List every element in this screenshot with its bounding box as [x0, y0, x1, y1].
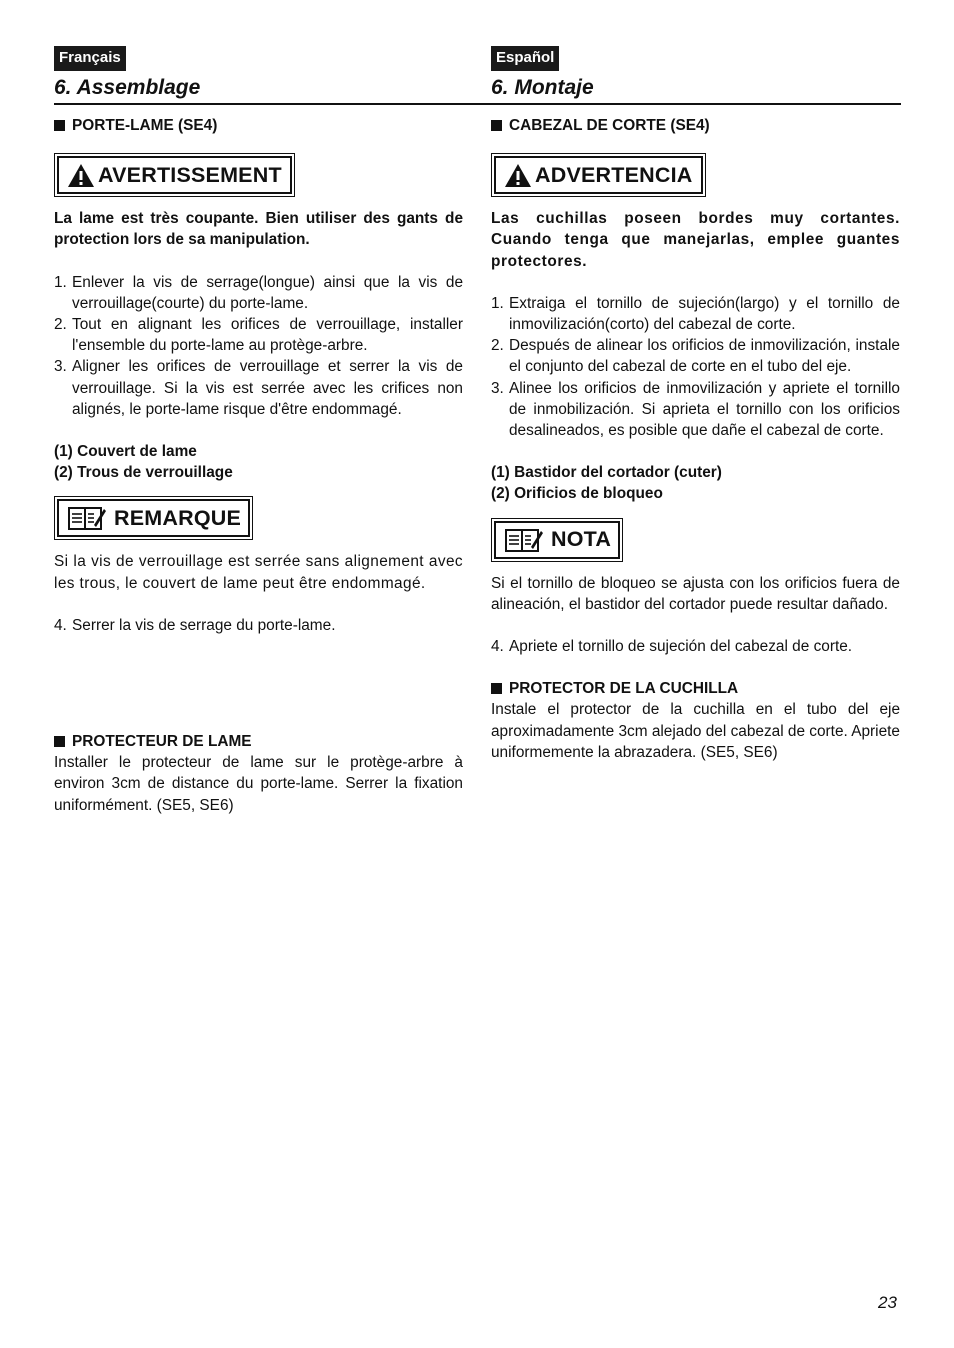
list-item: 1. Extraiga el tornillo de sujeción(largo) y el tornillo de inmovilización(corto) del cabezal de corte.	[491, 294, 900, 334]
spanish-column	[491, 46, 900, 763]
warning-box	[57, 156, 292, 194]
list-item: 2. Tout en alignant les orifices de verrouillage, installer l'ensemble du porte-lame au protège-arbre.	[54, 316, 463, 355]
page-number: 23	[878, 1293, 897, 1312]
subsection-heading-text: PROTECTEUR DE LAME	[72, 733, 252, 751]
warning-text: Las cuchillas poseen bordes muy cortantes. Cuando tenga que manejarlas, emplee guantes protectores.	[491, 210, 900, 270]
square-bullet-icon	[491, 120, 502, 131]
french-column	[54, 46, 463, 816]
note-text: Si la vis de verrouillage est serrée sans alignement avec les trous, le couvert de lame peut être endommagé.	[54, 553, 463, 592]
steps-list	[54, 272, 463, 420]
list-item: 3. Alinee los orificios de inmovilización y apriete el tornillo de inmobilización. Si aprieta el tornillo con los orificios desalineados, es posible que dañe el cabezal de corte.	[491, 379, 900, 440]
list-item: 2. Después de alinear los orificios de inmovilización, instale el conjunto del cabezal de corte en el tubo del eje.	[491, 337, 900, 376]
subsection-heading	[491, 678, 900, 699]
steps-list	[491, 636, 900, 657]
language-tag: Français	[54, 46, 126, 71]
note-label: REMARQUE	[114, 505, 242, 530]
list-item: 1. Enlever la vis de serrage(longue) ainsi que la vis de verrouillage(courte) du porte-lame.	[54, 273, 463, 312]
warning-box	[494, 156, 703, 194]
section-title: 6. Montaje	[491, 76, 594, 99]
subsection-heading	[54, 115, 463, 136]
list-item: 4. Serrer la vis de serrage du porte-lame.	[54, 616, 336, 634]
warning-triangle-icon	[67, 163, 95, 188]
note-label: NOTA	[551, 527, 612, 552]
figure-label: (1) Couvert de lame	[54, 443, 197, 461]
warning-triangle-icon	[504, 163, 532, 188]
subsection-heading	[491, 115, 900, 136]
subsection-heading-text: CABEZAL DE CORTE (SE4)	[509, 117, 710, 134]
square-bullet-icon	[54, 736, 65, 747]
note-text: Si el tornillo de bloqueo se ajusta con los orificios fuera de alineación, el bastidor del cortador puede resultar dañado.	[491, 574, 900, 613]
warning-label: ADVERTENCIA	[535, 162, 693, 187]
guard-text: Instale el protector de la cuchilla en el tubo del eje aproximadamente 3cm alejado del cabezal de corte. Apriete uniformemente la abrazadera. (SE5, SE6)	[491, 701, 900, 761]
figure-label: (1) Bastidor del cortador (cuter)	[491, 464, 722, 482]
subsection-heading-text: PROTECTOR DE LA CUCHILLA	[509, 680, 739, 698]
steps-list	[491, 293, 900, 441]
square-bullet-icon	[491, 683, 502, 694]
language-tag: Español	[491, 46, 559, 71]
figure-label: (2) Orificios de bloqueo	[491, 485, 663, 503]
figure-labels	[491, 462, 900, 504]
notebook-icon	[504, 527, 544, 553]
note-box	[494, 521, 620, 559]
steps-list	[54, 615, 463, 636]
list-item: 4. Apriete el tornillo de sujeción del cabezal de corte.	[491, 638, 853, 656]
square-bullet-icon	[54, 120, 65, 131]
section-title: 6. Assemblage	[54, 76, 201, 99]
list-item: 3. Aligner les orifices de verrouillage et serrer la vis de verrouillage. Si la vis est serrée avec les crifices non alignés, le porte-lame risque d'être endommagé.	[54, 358, 463, 418]
note-box	[57, 499, 250, 537]
subsection-heading	[54, 731, 463, 752]
figure-labels	[54, 441, 463, 483]
notebook-icon	[67, 505, 107, 531]
subsection-heading-text: PORTE-LAME (SE4)	[72, 117, 218, 134]
figure-label: (2) Trous de verrouillage	[54, 464, 233, 482]
warning-text: La lame est très coupante. Bien utiliser des gants de protection lors de sa manipulation.	[54, 210, 463, 249]
warning-label: AVERTISSEMENT	[98, 162, 282, 187]
guard-text: Installer le protecteur de lame sur le protège-arbre à environ 3cm de distance du porte-lame. Serrer la fixation uniformément. (SE5, SE6)	[54, 754, 463, 814]
